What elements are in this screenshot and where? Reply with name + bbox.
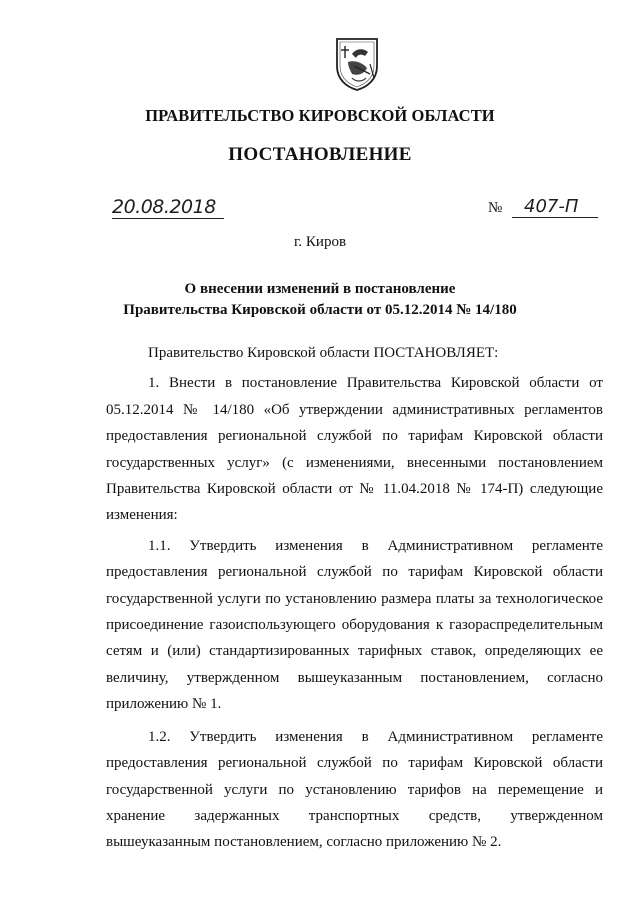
document-number [488, 198, 608, 220]
document-date: 20.08.2018 [112, 196, 224, 219]
government-title: ПРАВИТЕЛЬСТВО КИРОВСКОЙ ОБЛАСТИ [145, 106, 495, 125]
document-type: ПОСТАНОВЛЕНИЕ [228, 144, 412, 165]
paragraph-1: 1. Внести в постановление Правительства Кировской области от 05.12.2014 № 14/180 «Об утверждении административных регламентов предоставления региональной службой по тарифам Кировской области государственных услуг» (с изменениями, внесенными постановлением Правительства Кировской области от № 11.04.2018 № 174-П) следующие изменения: [106, 375, 603, 524]
intro-paragraph: Правительство Кировской области ПОСТАНОВЛЯЕТ: [148, 345, 499, 361]
kirov-coat-of-arms-icon [334, 36, 380, 92]
number-value: 407-П [512, 196, 598, 218]
city: г. Киров [293, 234, 347, 250]
document-body [106, 340, 603, 856]
subject-line-2: Правительства Кировской области от 05.12.2014 № 14/180 [123, 302, 517, 318]
paragraph-1-1: 1.1. Утвердить изменения в Административном регламенте предоставления региональной службой по тарифам Кировской области государственной услуги по установлению размера платы за технологическое присоединение газоиспользующего оборудования к газораспределительным сетям и (или) стандартизированных тарифных ставок, определяющих ее величину, утвержденном вышеуказанным постановлением, согласно приложению № 1. [106, 537, 603, 713]
number-sign: № [488, 200, 503, 216]
subject-line-1: О внесении изменений в постановление [184, 281, 456, 297]
document-subject [0, 279, 640, 321]
paragraph-1-2: 1.2. Утвердить изменения в Административном регламенте предоставления региональной службой по тарифам Кировской области государственной услуги по установлению тарифов на перемещение и хранение задержанных транспортных средств, утвержденном вышеуказанным постановлением, согласно приложению № 2. [106, 728, 603, 851]
